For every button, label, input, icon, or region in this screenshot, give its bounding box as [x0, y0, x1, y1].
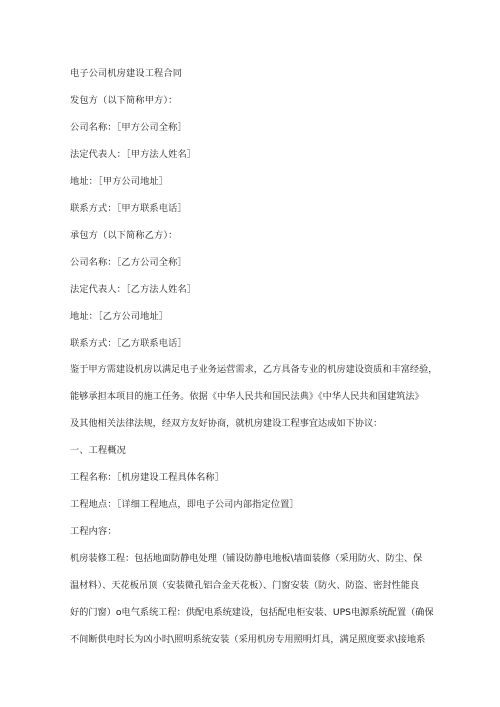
party-b-address: 地址：［乙方公司地址］	[70, 311, 169, 322]
project-location: 工程地点：［详细工程地点，即电子公司内部指定位置］	[70, 499, 299, 510]
project-content-label: 工程内容：	[70, 526, 117, 537]
party-a-company: 公司名称：［甲方公司全称］	[70, 122, 187, 133]
preamble-line: 鉴于甲方需建设机房以满足电子业务运营需求，乙方具备专业的机房建设资质和丰富经验，	[70, 364, 438, 375]
party-b-contact: 联系方式：［乙方联系电话］	[70, 338, 187, 349]
party-a-address: 地址：［甲方公司地址］	[70, 176, 169, 187]
preamble-line: 能够承担本项目的施工任务。依据《中华人民共和国民法典》《中华人民共和国建筑法》	[70, 391, 424, 402]
party-a-representative: 法定代表人：［甲方法人姓名］	[70, 149, 197, 160]
project-content-line: 好的门窗）o电气系统工程：供配电系统建设，包括配电柜安装、UPS电源系统配置（确保	[70, 607, 434, 618]
project-content-line: 不间断供电时长为凶小时\照明系统安装（采用机房专用照明灯具，满足照度要求\接地系	[70, 634, 426, 645]
section-1-heading: 一、工程概况	[70, 445, 127, 456]
party-b-representative: 法定代表人：［乙方法人姓名］	[70, 284, 197, 295]
project-name: 工程名称：［机房建设工程具体名称］	[70, 472, 225, 483]
party-a-heading: 发包方（以下简称甲方）：	[70, 95, 178, 106]
contract-title: 电子公司机房建设工程合同	[70, 68, 183, 79]
preamble-line: 及其他相关法律法规，经双方友好协商，就机房建设工程事宜达成如下协议：	[70, 418, 383, 429]
party-b-company: 公司名称：［乙方公司全称］	[70, 257, 187, 268]
party-a-contact: 联系方式：［甲方联系电话］	[70, 203, 187, 214]
project-content-line: 温材料）、天花板吊顶（安装微孔铝合金天花板）、门窗安装（防火、防盗、密封性能良	[70, 580, 420, 591]
project-content-line: 机房装修工程：包括地面防静电处理（铺设防静电地板\墙面装修（采用防火、防尘、保	[70, 553, 423, 564]
party-b-heading: 承包方（以下简称乙方）：	[70, 230, 178, 241]
